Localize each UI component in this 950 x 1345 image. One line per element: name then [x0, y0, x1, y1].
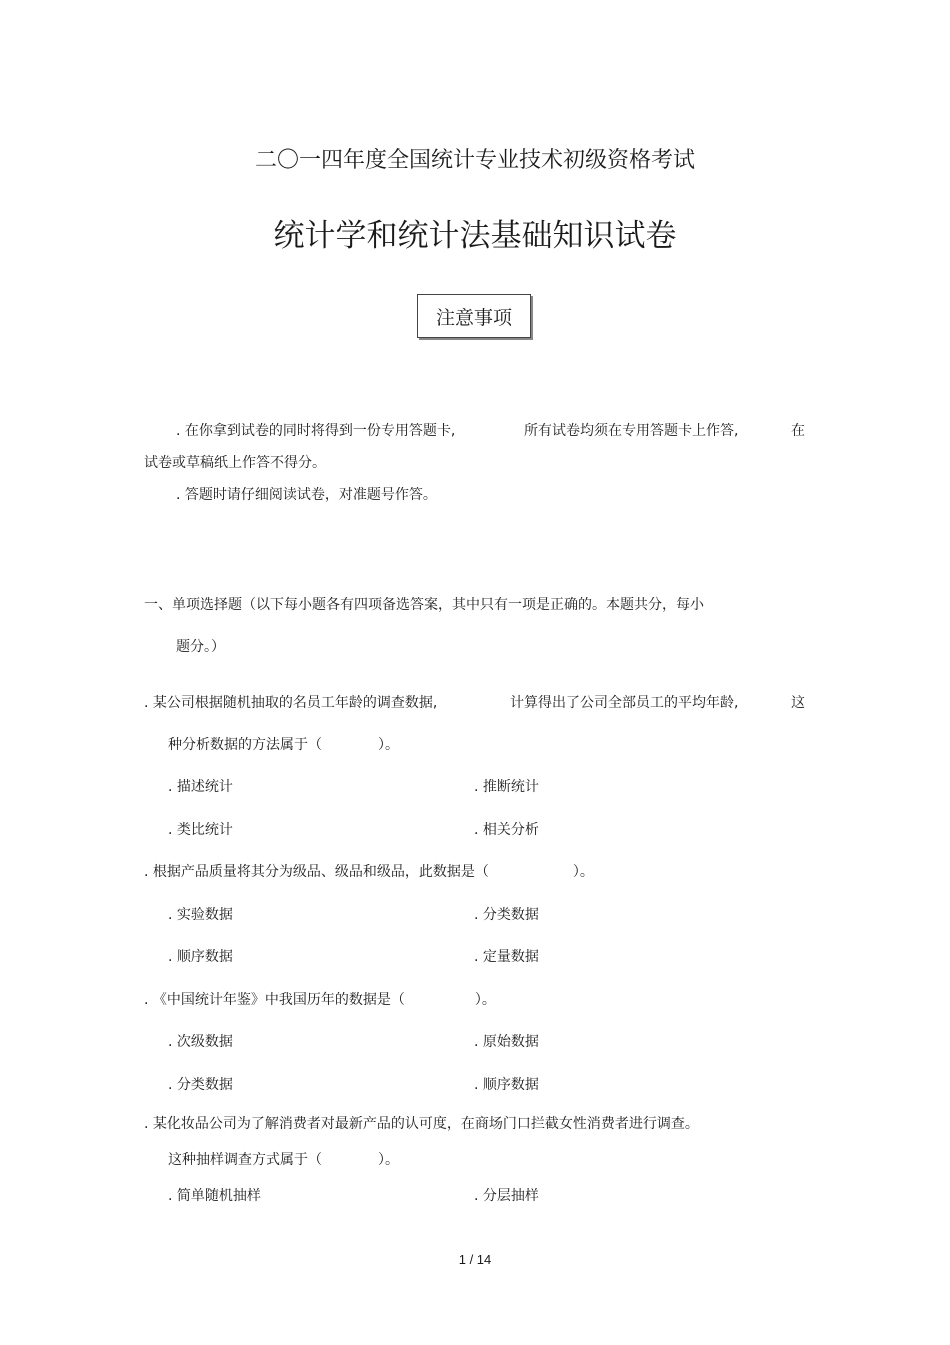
note-1-part-b: 所有试卷均须在专用答题卡上作答, — [524, 423, 739, 439]
notice-heading-box — [417, 294, 531, 338]
note-2: . 答题时请仔细阅读试卷，对准题号作答。 — [176, 487, 437, 503]
q4-option-a: . 简单随机抽样 — [168, 1188, 261, 1204]
q1-option-a: . 描述统计 — [168, 779, 233, 795]
q3-option-a: . 次级数据 — [168, 1034, 233, 1050]
q3-option-d: . 顺序数据 — [474, 1077, 539, 1093]
q3-option-c: . 分类数据 — [168, 1077, 233, 1093]
note-1-part-a: . 在你拿到试卷的同时将得到一份专用答题卡, — [176, 423, 456, 439]
q1-stem-c: 这 — [791, 695, 805, 711]
page-number: 1 / 14 — [458, 1252, 492, 1267]
q2-option-d: . 定量数据 — [474, 949, 539, 965]
q1-option-d: . 相关分析 — [474, 822, 539, 838]
notice-heading: 注意事项 — [435, 306, 512, 329]
q1-stem-b: 计算得出了公司全部员工的平均年龄, — [510, 695, 739, 711]
q1-option-c: . 类比统计 — [168, 822, 233, 838]
section-1-heading: 一、单项选择题（以下每小题各有四项备选答案，其中只有一项是正确的。本题共分，每小 — [144, 597, 704, 613]
q2-stem: . 根据产品质量将其分为级品、级品和级品，此数据是（ ）。 — [144, 864, 594, 880]
q2-option-c: . 顺序数据 — [168, 949, 233, 965]
q2-option-a: . 实验数据 — [168, 907, 233, 923]
paper-title: 统计学和统计法基础知识试卷 — [273, 218, 677, 254]
q4-stem-line-2: 这种抽样调查方式属于（ ）。 — [168, 1152, 399, 1168]
section-1-heading-cont: 题分。） — [176, 639, 225, 655]
q4-option-b: . 分层抽样 — [474, 1188, 539, 1204]
exam-header-line: 二〇一四年度全国统计专业技术初级资格考试 — [254, 148, 695, 173]
q1-stem-line-2: 种分析数据的方法属于（ ）。 — [168, 737, 399, 753]
note-1-part-c: 在 — [791, 423, 805, 439]
q3-stem: . 《中国统计年鉴》中我国历年的数据是（ ）。 — [144, 992, 496, 1008]
q1-option-b: . 推断统计 — [474, 779, 539, 795]
q3-option-b: . 原始数据 — [474, 1034, 539, 1050]
q2-option-b: . 分类数据 — [474, 907, 539, 923]
note-1-line-2: 试卷或草稿纸上作答不得分。 — [144, 455, 326, 471]
q4-stem: . 某化妆品公司为了解消费者对最新产品的认可度，在商场门口拦截女性消费者进行调查。 — [144, 1116, 699, 1132]
q1-stem-a: . 某公司根据随机抽取的名员工年龄的调查数据, — [144, 695, 438, 711]
